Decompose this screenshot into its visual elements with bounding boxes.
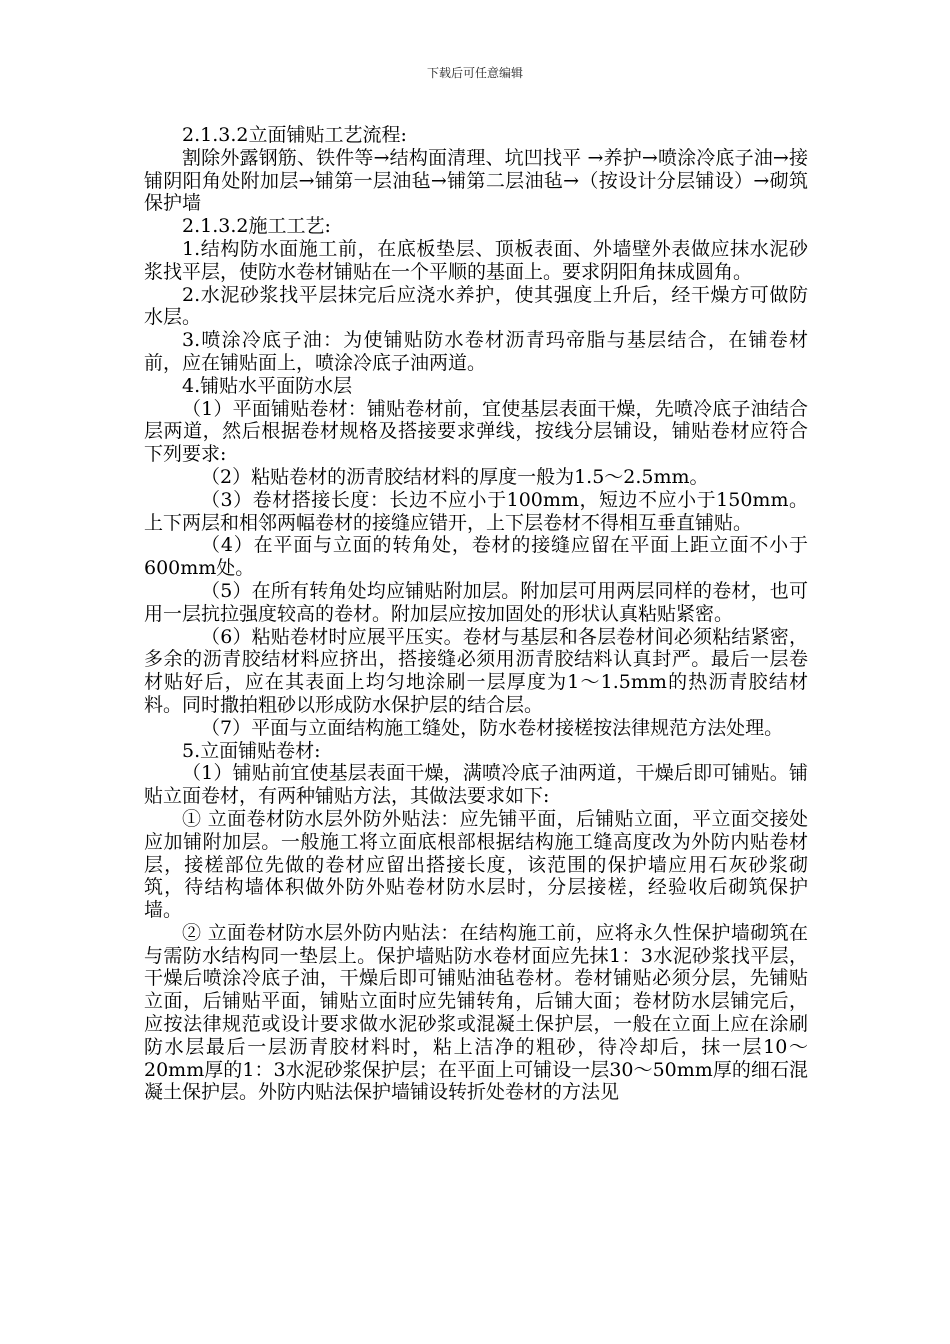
step-4-item-6: （6）粘贴卷材时应展平压实。卷材与基层和各层卷材间必须粘结紧密，多余的沥青胶结材料应挤出，搭接缝必须用沥青胶结料认真封严。最后一层卷材贴好后，应在其表面上均匀地涂刷一层厚度为1～1.5mm的热沥青胶结材料。同时撒拍粗砂以形成防水保护层的结合层。 xyxy=(144,625,808,716)
step-1-paragraph: 1.结构防水面施工前，在底板垫层、顶板表面、外墙壁外表做应抹水泥砂浆找平层，使防水卷材铺贴在一个平顺的基面上。要求阴阳角抹成圆角。 xyxy=(144,237,808,283)
page-header-note: 下载后可任意编辑 xyxy=(426,66,523,80)
step-4-item-2: （2）粘贴卷材的沥青胶结材料的厚度一般为1.5～2.5mm。 xyxy=(201,465,709,488)
step-2-paragraph: 2.水泥砂浆找平层抹完后应浇水养护，使其强度上升后，经干燥方可做防水层。 xyxy=(144,283,808,329)
process-flow-paragraph: 割除外露钢筋、铁件等→结构面清理、坑凹找平 →养护→喷涂冷底子油→接铺阴阳角处附加层→铺第一层油毡→铺第二层油毡→（按设计分层铺设）→砌筑保护墙 xyxy=(144,146,808,215)
step-5-item-1: （1）铺贴前宜使基层表面干燥，满喷冷底子油两道，干燥后即可铺贴。铺贴立面卷材，有两种铺贴方法，其做法要求如下: xyxy=(144,762,808,808)
step-4-item-7: （7）平面与立面结构施工缝处，防水卷材接槎按法律规范方法处理。 xyxy=(201,716,784,739)
document-body xyxy=(144,124,808,1104)
step-4-heading: 4.铺贴水平面防水层 xyxy=(182,374,353,397)
method-external-internal: ② 立面卷材防水层外防内贴法：在结构施工前，应将永久性保护墙砌筑在与需防水结构同一垫层上。保护墙贴防水卷材面应先抹1：3水泥砂浆找平层，干燥后喷涂冷底子油，干燥后即可铺贴油毡卷材。卷材铺贴必须分层，先铺贴立面，后铺贴平面，铺贴立面时应先铺转角，后铺大面；卷材防水层铺完后，应按法律规范或设计要求做水泥砂浆或混凝土保护层，一般在立面上应在涂刷防水层最后一层沥青胶材料时，粘上洁净的粗砂，待冷却后，抹一层10～20mm厚的1：3水泥砂浆保护层；在平面上可铺设一层30～50mm厚的细石混凝土保护层。外防内贴法保护墙铺设转折处卷材的方法见 xyxy=(144,921,808,1104)
step-3-paragraph: 3.喷涂冷底子油：为使铺贴防水卷材沥青玛帝脂与基层结合，在铺卷材前，应在铺贴面上，喷涂冷底子油两道。 xyxy=(144,329,808,374)
step-4-item-4: （4）在平面与立面的转角处，卷材的接缝应留在平面上距立面不小于600mm处。 xyxy=(144,534,808,580)
step-5-heading: 5.立面铺贴卷材: xyxy=(182,739,321,762)
step-4-item-5: （5）在所有转角处均应铺贴附加层。附加层可用两层同样的卷材，也可用一层抗拉强度较高的卷材。附加层应按加固处的形状认真粘贴紧密。 xyxy=(144,579,808,625)
step-4-item-3: （3）卷材搭接长度：长边不应小于100mm，短边不应小于150mm。上下两层和相邻两幅卷材的接缝应错开，上下层卷材不得相互垂直铺贴。 xyxy=(144,488,808,534)
section-title-construction-technique: 2.1.3.2施工工艺: xyxy=(182,215,331,238)
step-4-item-1: （1）平面铺贴卷材：铺贴卷材前，宜使基层表面干燥，先喷冷底子油结合层两道，然后根据卷材规格及搭接要求弹线，按线分层铺设，铺贴卷材应符合下列要求: xyxy=(144,397,808,466)
method-external-external: ① 立面卷材防水层外防外贴法：应先铺平面，后铺贴立面，平立面交接处应加铺附加层。一般施工将立面底根部根据结构施工缝高度改为外防内贴卷材层，接槎部位先做的卷材应留出搭接长度，该范围的保护墙应用石灰砂浆砌筑，待结构墙体积做外防外贴卷材防水层时，分层接槎，经验收后砌筑保护墙。 xyxy=(144,807,808,922)
section-title-elevation-process: 2.1.3.2立面铺贴工艺流程: xyxy=(182,124,407,146)
